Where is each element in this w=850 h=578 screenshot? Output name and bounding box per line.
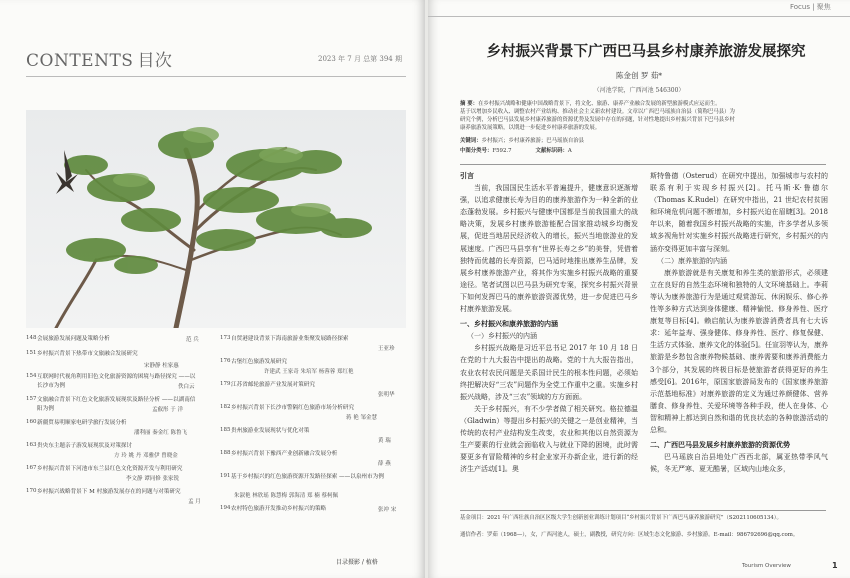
- article-column-1: [460, 170, 638, 475]
- divider: [428, 16, 850, 17]
- page-number: 1: [832, 561, 838, 570]
- toc-page-number: 173: [220, 335, 231, 341]
- toc-title: 贵央东主题亲子游发展现状及对策探讨: [37, 443, 133, 449]
- toc-authors: 宋静静 柱家惠: [144, 363, 179, 369]
- toc-page-number: 151: [26, 350, 37, 356]
- toc-title: 基于乡村振兴的红色旅游资源开发路径探索 ——以泉州市为例: [231, 474, 384, 480]
- footnote-author: 通信作者：罗茹（1968—），女，广西河池人，硕士，副教授，研究方向：区域生态文化旅游、乡村旅游。E-mail：986792696@qq.com。: [460, 532, 799, 538]
- toc-authors: 黄 瑞: [378, 438, 391, 444]
- keywords-label: 关键词：: [460, 138, 482, 144]
- toc-page-number: 167: [26, 465, 37, 471]
- abstract-line: 研究个例，分析巴马县发展乡村康养旅游的资源优势及发展中存在的问题，针对性地提出乡村振兴背景下巴马县乡村: [460, 117, 735, 123]
- section-heading: 一、乡村振兴和康养旅游的内涵: [460, 319, 558, 329]
- keywords: [460, 137, 826, 145]
- toc-page-number: 157: [26, 396, 37, 402]
- toc-authors: 李文静 谭同修 张家锐: [126, 476, 179, 482]
- toc-authors: 薛 燕: [378, 461, 391, 467]
- abstract-line: 基于以增加乡民收入、调整农村产业结构、推动社会主义新农村建设。文章以广西巴马瑶族自治县（简称巴马县）为: [460, 109, 735, 115]
- section-heading: 引言: [460, 171, 474, 180]
- clc-value: F592.7: [492, 148, 512, 154]
- toc-title: 贵州旅游业发展现状与优化对策: [231, 428, 310, 434]
- paragraph: 巴马瑶族自治县地处广西西北部，属亚热带季风气候，冬无严寒、夏无酷暑，区域内山地众多，: [650, 453, 828, 474]
- article-title: 乡村振兴背景下广西巴马县乡村康养旅游发展探究: [486, 44, 806, 60]
- toc-page-number: 148: [26, 335, 37, 341]
- doc-code-value: A: [567, 148, 572, 154]
- section-header: Focus | 聚焦: [790, 3, 831, 11]
- toc-page-number: 188: [220, 450, 231, 456]
- paragraph: 关于乡村振兴，有不少学者做了相关研究。格拉德温（Gladwin）等提出乡村振兴的关键之一是创业精神，当传统的农村产业结构发生改变，农业和其他以自然资源为生产要素的行业就会面临收入与就业下降的困境，此时需要更多有冒险精神的乡村企业家开办新企业，进行新的经济生产活动[1]。奥: [460, 404, 638, 474]
- doc-code-label: 文献标识码：: [535, 148, 568, 154]
- cover-photo: [26, 110, 406, 328]
- abstract-line: 康养旅游发展策略，以期进一步促进乡村康养旅游的发展。: [460, 125, 601, 131]
- classification: [460, 147, 826, 155]
- toc-authors: 蒋 艳 邹金慧: [346, 415, 377, 421]
- journal-name: Tourism Overview: [742, 563, 791, 569]
- toc-authors: 王亚珍: [378, 346, 395, 352]
- toc-authors: 方 玲 姚 丹 邓雅伊 曾晓金: [114, 453, 178, 459]
- toc-title: 文旅融合背景下红色文化旅游发展现状及路径分析 ——以湖南信阳为例: [37, 397, 196, 412]
- toc-title: 自贸港建设背景下海南旅游业集聚发展路径探索: [231, 336, 349, 342]
- contents-title-en: CONTENTS: [26, 51, 134, 71]
- toc-title: 古堡红色旅游发展研究: [231, 359, 287, 365]
- abstract: [460, 100, 826, 108]
- toc-authors: 许建武 王家奇 朱培军 杨蓉蓉 郑红艳: [264, 369, 354, 375]
- abstract-label: 摘 要：: [460, 101, 479, 107]
- toc-title: 乡村振兴背景下豫西产业创新融合发展分析: [231, 451, 338, 457]
- toc-page-number: 163: [26, 442, 37, 448]
- article-page: [428, 0, 850, 578]
- contents-title-cn: 目次: [137, 51, 173, 71]
- toc-authors: 佚白云: [178, 384, 195, 390]
- toc-authors: 孟 月: [188, 499, 201, 505]
- toc-authors: 孟叡彤 于 洋: [152, 407, 183, 413]
- toc-authors: 朱淑艳 林欣瑶 陈慧梅 郭海清 郑 楠 蔡柯佩: [234, 493, 338, 499]
- tree-illustration: [26, 110, 406, 328]
- paragraph: 康养旅游就是有关康复和养生类的旅游形式，必须建立在良好的自然生态环境和独特的人文环境基础上。李莉等认为康养旅游行为是通过观赏游玩、休闲娱乐、修心养性等多种方式达到身体健康、精神愉悦、修身养性、医疗康复等目标[4]。赖启航认为康养旅游消费者具有七大诉求：延年益寿、强身健体、修身养性、医疗、修复保健、生活方式体验、康养文化的体验[5]。任宣羽等认为，康养旅游是乡愁包含康养物候基础、康养需要和康养消费能力3个部分，其发展的终极目标是使旅游者获得更好的养生感受[6]。2016年，原国家旅游局发布的《国家康养旅游示范基地标准》对康养旅游的定义为通过养颜健体、营养膳食、修身养性、关爱环境等各种手段，使人在身体、心智和精神上都达到自然和谐的优良状态的各种旅游活动的总和。: [650, 268, 828, 434]
- toc-page-number: 194: [220, 505, 231, 511]
- photo-credit: 目录摄影 / 植格: [336, 559, 378, 566]
- divider: [26, 76, 406, 77]
- subsection-heading: （二）康养旅游的内涵: [657, 256, 727, 265]
- clc-label: 中图分类号：: [460, 148, 493, 154]
- paragraph: 乡村振兴战略是习近平总书记 2017 年 10 月 18 日在党的十九大报告中提出的战略。党的十九大报告指出，农业农村农民问题是关系国计民生的根本性问题，必须始终把解决好“三农”问题作为全党工作重中之重。实施乡村振兴战略，涉及“三农”领域的方方面面。: [460, 344, 638, 401]
- divider: [460, 510, 826, 511]
- section-heading: 二、广西巴马县发展乡村康养旅游的资源优势: [650, 440, 790, 450]
- toc-authors: 潘利丽 秦金红 陈鲁飞: [134, 430, 187, 436]
- footnote-fund: 基金项目：2021 年广西壮族自治区区级大学生创新创业训练计划项目“乡村振兴背景下广西巴马康养旅游研究”（S202110605134）。: [460, 515, 782, 521]
- paragraph: 斯特鲁德（Osterud）在研究中提出，加强城市与农村的联系有利于实现乡村振兴[2]。托马斯·K·鲁德尔（Thomas K.Rudel）在研究中指出，21 世纪农村贫困和环境危机问题不断增加，乡村振兴迫在眉睫[3]。2018 年以来，随着我国乡村振兴战略的实施，许多学者从多领域多视角针对实施乡村振兴战略进行研究，乡村振兴的内涵亦变得更加丰富与深刻。: [650, 172, 828, 253]
- article-authors: 陈金创 罗 茹*: [615, 71, 663, 80]
- toc-item[interactable]: [220, 505, 406, 545]
- toc-page-number: 154: [26, 373, 37, 379]
- toc-title: 乡村振兴背景下长沙市警隔红色旅游市场分析研究: [231, 405, 355, 411]
- paragraph: 当前，我国国民生活水平普遍提升，健康意识逐渐增强，以追求健康长寿为目的的康养旅游作为一种全新的业态蓬勃发展。乡村振兴与健康中国都是当前我国重大的战略决策，发展乡村康养旅游能配合国家推动城乡均衡发展，促进当地居民经济收入的增长，振兴当地旅游业的发展速度。广西巴马县享有“世界长寿之乡”的美誉，凭借着独特而优越的长寿资源，巴马适时地推出康养生品牌，发展乡村康养旅游产业，将其作为实施乡村振兴战略的重要途径。笔者试图以巴马县为研究专案，探究乡村振兴背景下如何发挥巴马的康养旅游资源优势，进一步促进巴马乡村康养旅游发展。: [460, 184, 638, 314]
- toc-authors: 张明华: [378, 392, 395, 398]
- contents-heading: [26, 46, 172, 71]
- toc-page-number: 179: [220, 381, 231, 387]
- article-affiliation: （河池学院，广西河池 546300）: [593, 87, 685, 94]
- toc-title: 农村特色旅游开发推动乡村振兴的策略: [231, 506, 327, 512]
- abstract-line: 在乡村振兴战略和健康中国战略背景下，将文化、旅游、康养产业融合发展的新型旅游模式应运而生。: [478, 101, 721, 107]
- subsection-heading: （一）乡村振兴的内涵: [467, 332, 537, 341]
- toc-title: 江苏省邮轮旅游产业发展对策研究: [231, 382, 315, 388]
- toc-page-number: 191: [220, 473, 231, 479]
- toc-page-number: 176: [220, 358, 231, 364]
- issue-info: 2023 年 7 月 总第 394 期: [318, 55, 402, 63]
- toc-page-number: 182: [220, 404, 231, 410]
- article-column-2: [650, 170, 828, 475]
- toc-title: 会展旅游发展问题及策略分析: [37, 336, 110, 342]
- toc-title: 互联网时代视角利用旧色文化旅游资源的困境与路径探究 ——以长沙市为例: [37, 374, 196, 389]
- toc-title: 乡村振兴背景下热带市文旅融合发展研究: [37, 351, 138, 357]
- toc-authors: 范 兵: [186, 337, 199, 343]
- toc-title: 乡村振兴背景下河池市东兰县红色文化资源开发与利用研究: [37, 466, 183, 472]
- keywords-value: 乡村振兴；乡村康养旅游；巴马瑶族自治县: [481, 138, 585, 144]
- toc-title: 乡村振兴战略背景下 M 村旅游发展存在的问题与对策研究: [37, 489, 181, 495]
- toc-page-number: 160: [26, 419, 37, 425]
- divider: [460, 164, 826, 165]
- toc-page-number: 170: [26, 488, 37, 494]
- toc-page-number: 185: [220, 427, 231, 433]
- toc-authors: 张冲 宋: [378, 507, 397, 513]
- toc-item[interactable]: [26, 488, 211, 528]
- toc-title: 新疆贸易明顺家电研学旅行发展分析: [37, 420, 127, 426]
